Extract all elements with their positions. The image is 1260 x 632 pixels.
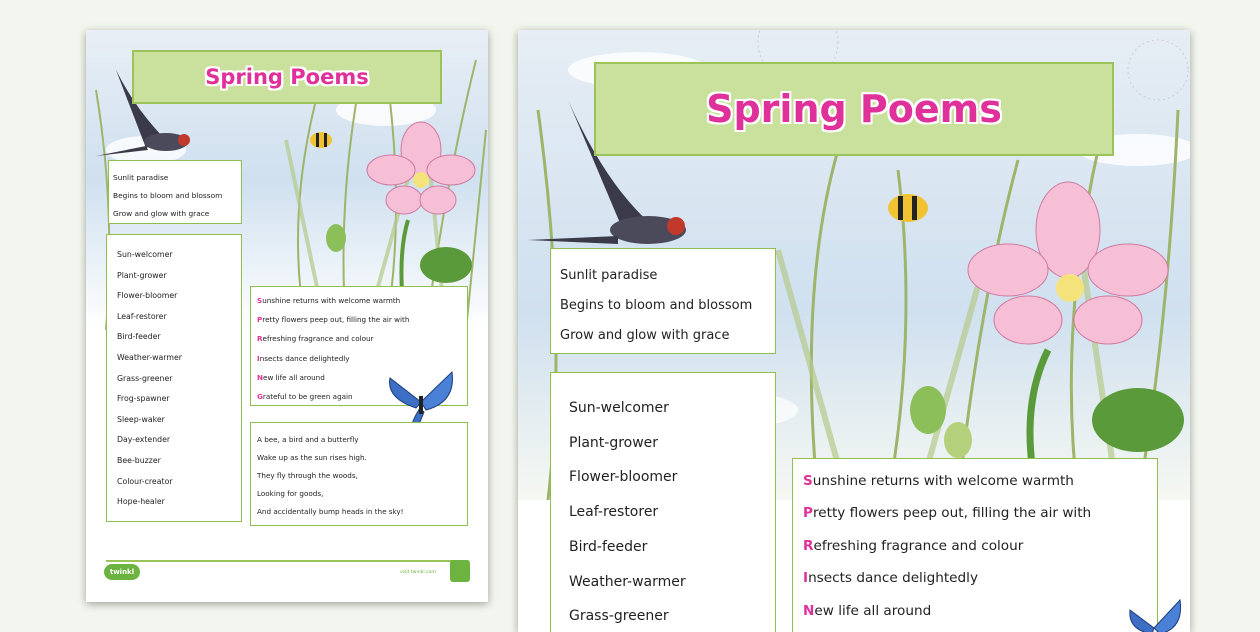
title-banner bbox=[594, 62, 1114, 156]
poster-preview-small bbox=[86, 30, 488, 602]
acrostic-initial: P bbox=[257, 315, 263, 325]
kenning-line: Sleep-waker bbox=[117, 414, 165, 424]
kenning-line: Leaf-restorer bbox=[117, 311, 167, 321]
acrostic-text: retty flowers peep out, filling the air with bbox=[262, 315, 410, 325]
acrostic-line bbox=[257, 310, 461, 329]
acrostic-line bbox=[257, 291, 461, 310]
acrostic-text: efreshing fragrance and colour bbox=[813, 537, 1024, 554]
kenning-line: Frog-spawner bbox=[117, 394, 170, 404]
acrostic-line bbox=[257, 349, 461, 368]
haiku-box bbox=[550, 248, 776, 354]
twinkl-logo: twinkl bbox=[104, 564, 140, 580]
acrostic-text: ew life all around bbox=[814, 602, 932, 619]
acrostic-initial: N bbox=[803, 602, 815, 619]
acrostic-line bbox=[803, 562, 1147, 594]
acrostic-text: rateful to be green again bbox=[262, 392, 353, 402]
acrostic-initial: G bbox=[257, 392, 263, 402]
haiku-box bbox=[108, 160, 242, 224]
acrostic-line bbox=[803, 595, 1147, 627]
acrostic-text: ew life all around bbox=[263, 372, 325, 382]
kenning-line: Bee-buzzer bbox=[117, 455, 161, 465]
kenning-box bbox=[106, 234, 242, 522]
acrostic-line bbox=[803, 530, 1147, 562]
page-title: Spring Poems bbox=[706, 87, 1002, 131]
acrostic-initial: I bbox=[257, 353, 260, 363]
acrostic-line bbox=[257, 329, 461, 348]
acrostic-line bbox=[803, 465, 1147, 497]
kenning-box bbox=[550, 372, 776, 632]
kenning-line: Plant-grower bbox=[569, 434, 659, 451]
kenning-line: Hope-healer bbox=[117, 497, 165, 507]
verse-line: Wake up as the sun rises high. bbox=[257, 453, 367, 462]
kenning-line: Flower-bloomer bbox=[117, 291, 178, 301]
haiku-line: Sunlit paradise bbox=[560, 268, 658, 283]
poster-preview-zoomed bbox=[518, 30, 1190, 632]
acrostic-initial: S bbox=[257, 296, 263, 305]
free-verse-box bbox=[250, 422, 468, 526]
acrostic-line bbox=[803, 497, 1147, 529]
kenning-line: Bird-feeder bbox=[117, 332, 161, 342]
haiku-line: Grow and glow with grace bbox=[560, 328, 730, 343]
haiku-line: Sunlit paradise bbox=[113, 173, 169, 182]
acrostic-initial: I bbox=[803, 570, 809, 587]
kenning-line: Day-extender bbox=[117, 435, 171, 445]
haiku-line: Begins to bloom and blossom bbox=[113, 191, 223, 200]
acrostic-text: unshine returns with welcome warmth bbox=[262, 296, 401, 305]
kenning-line: Grass-greener bbox=[117, 373, 173, 383]
title-banner bbox=[132, 50, 442, 104]
page-title: Spring Poems bbox=[205, 65, 369, 89]
kenning-line: Colour-creator bbox=[117, 476, 173, 486]
acrostic-text: retty flowers peep out, filling the air with bbox=[812, 505, 1092, 522]
butterfly-illustration bbox=[1124, 598, 1184, 632]
acrostic-box bbox=[792, 458, 1158, 632]
site-url: visit twinkl.com bbox=[400, 570, 436, 575]
kenning-line: Weather-warmer bbox=[569, 573, 686, 590]
acrostic-initial: R bbox=[803, 537, 814, 554]
acrostic-text: unshine returns with welcome warmth bbox=[812, 473, 1074, 489]
kenning-line: Leaf-restorer bbox=[569, 504, 659, 521]
verse-line: And accidentally bump heads in the sky! bbox=[257, 507, 404, 516]
kenning-line: Sun-welcomer bbox=[569, 400, 669, 416]
acrostic-initial: P bbox=[803, 505, 813, 522]
kenning-line: Grass-greener bbox=[569, 608, 669, 625]
kenning-line: Plant-grower bbox=[117, 270, 167, 280]
verse-line: A bee, a bird and a butterfly bbox=[257, 435, 359, 444]
verse-line: Looking for goods, bbox=[257, 489, 324, 498]
acrostic-text: nsects dance delightedly bbox=[808, 570, 978, 587]
verse-line: They fly through the woods, bbox=[257, 471, 358, 480]
kenning-line: Flower-bloomer bbox=[569, 469, 678, 486]
footer-divider bbox=[106, 560, 468, 562]
haiku-line: Grow and glow with grace bbox=[113, 209, 210, 218]
kenning-line: Weather-warmer bbox=[117, 352, 182, 362]
kenning-line: Sun-welcomer bbox=[117, 250, 173, 259]
haiku-line: Begins to bloom and blossom bbox=[560, 298, 753, 313]
acrostic-text: efreshing fragrance and colour bbox=[262, 334, 374, 344]
acrostic-initial: N bbox=[257, 372, 264, 382]
kenning-line: Bird-feeder bbox=[569, 538, 648, 555]
acrostic-initial: R bbox=[257, 334, 263, 344]
acrostic-initial: S bbox=[803, 473, 813, 489]
acrostic-text: nsects dance delightedly bbox=[259, 353, 350, 363]
badge-logo bbox=[450, 560, 470, 582]
